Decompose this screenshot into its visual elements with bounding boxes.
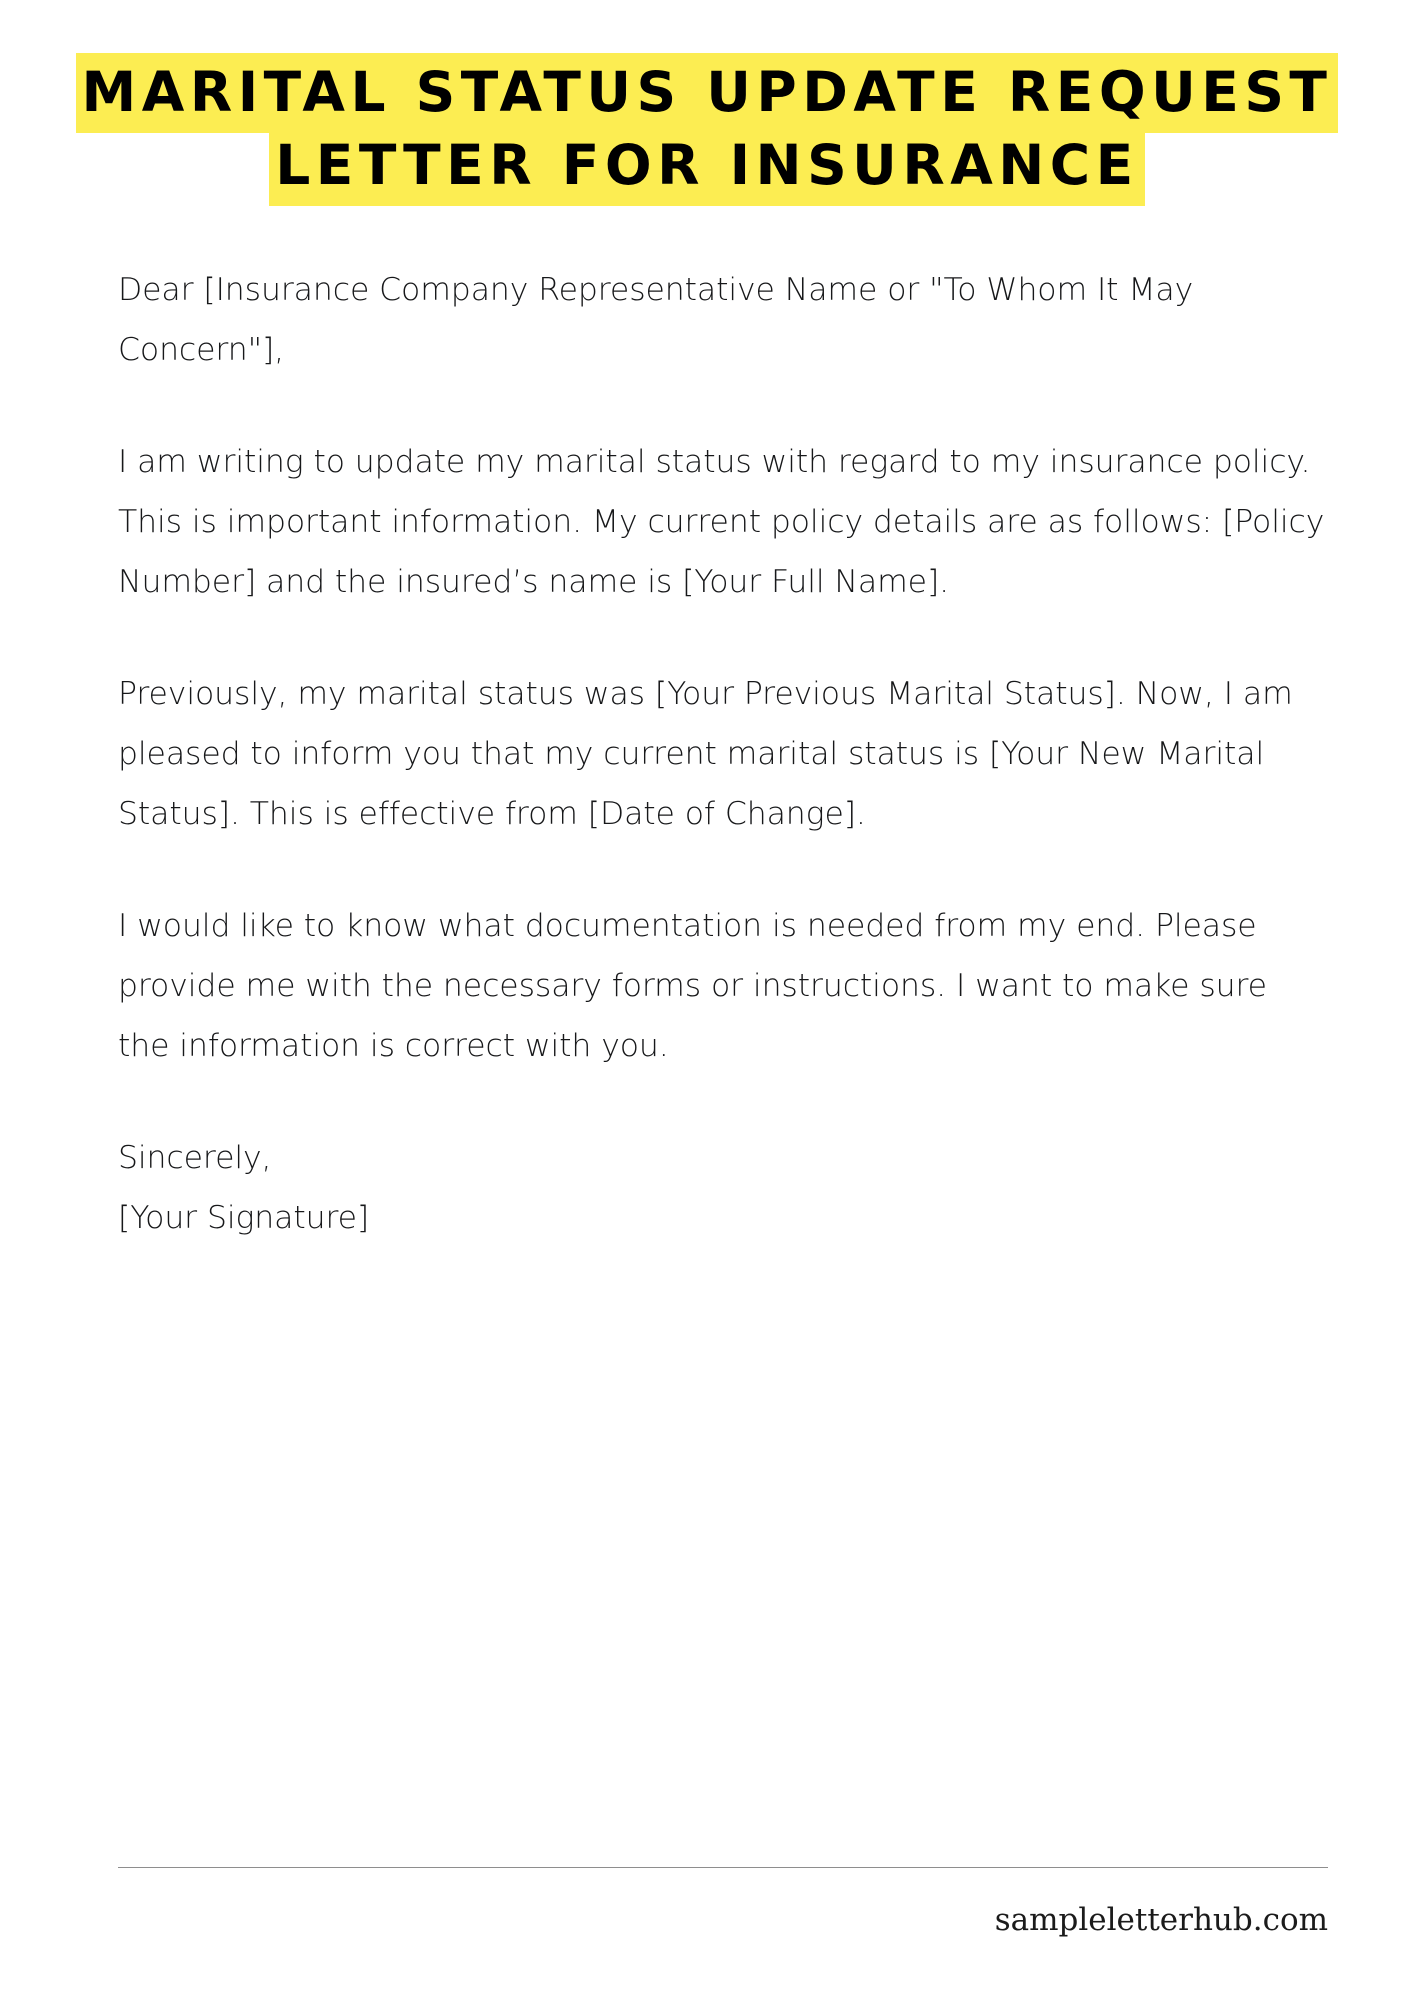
body-paragraph-1: I am writing to update my marital status with regard to my insurance policy. This is important information. My current policy details are as follows: [Policy Number] and the insured’s name is [Your Full Name]. <box>118 444 1325 601</box>
footer-watermark: sampleletterhub.com <box>994 1902 1328 1938</box>
footer-divider <box>118 1867 1328 1868</box>
body-paragraph-2: Previously, my marital status was [Your Previous Marital Status]. Now, I am pleased to inform you that my current marital status is [Your New Marital Status]. This is effective from [Date of Change]. <box>118 676 1293 833</box>
closing-block <box>118 1128 1328 1248</box>
salutation-paragraph: Dear [Insurance Company Representative Name or "To Whom It May Concern"], <box>118 272 1194 369</box>
document-title <box>0 0 1414 202</box>
closing-salutation: Sincerely, <box>118 1140 272 1177</box>
title-line-1-wrapper <box>70 56 1344 129</box>
page-footer <box>118 1867 1328 1938</box>
title-line-2-wrapper <box>70 129 1344 202</box>
title-line-2: LETTER FOR INSURANCE <box>269 126 1144 206</box>
body-paragraph-3: I would like to know what documentation is needed from my end. Please provide me with the necessary forms or instructions. I want to make sure the information is correct with you. <box>118 908 1267 1065</box>
signature-placeholder: [Your Signature] <box>118 1200 370 1237</box>
title-line-1: MARITAL STATUS UPDATE REQUEST <box>76 53 1339 133</box>
letter-body <box>0 260 1414 1248</box>
